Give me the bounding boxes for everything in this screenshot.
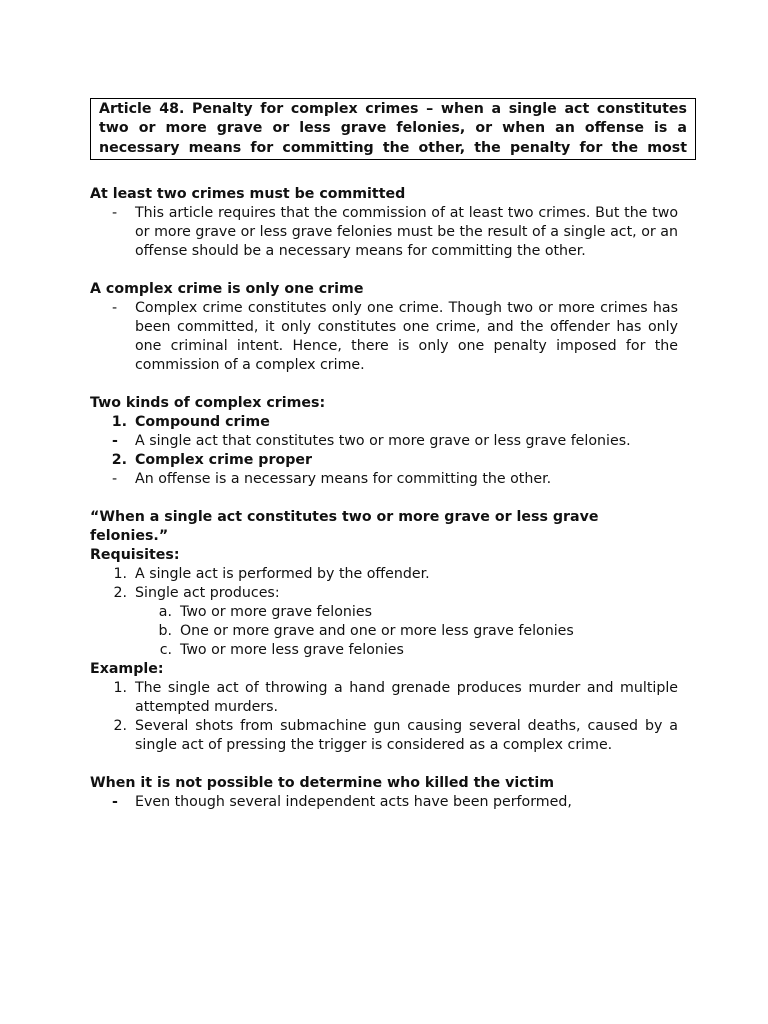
- sub-list-item: [90, 603, 678, 622]
- list-item: [90, 679, 678, 717]
- sub-list-letter: b.: [158, 623, 172, 639]
- dash-bullet: -: [112, 205, 118, 221]
- list-number: 1.: [113, 680, 127, 696]
- list-number: 1.: [111, 414, 127, 430]
- requisite-text: A single act is performed by the offender.: [135, 566, 430, 582]
- list-number: 1.: [113, 566, 127, 582]
- requisite-text: Single act produces:: [135, 585, 280, 601]
- list-item: [90, 432, 678, 451]
- sub-item-text: Two or more grave felonies: [180, 604, 372, 620]
- list-item: [90, 451, 678, 470]
- sub-item-text: Two or more less grave felonies: [180, 642, 404, 658]
- list-item: [90, 299, 678, 375]
- dash-bullet: -: [112, 794, 118, 810]
- paragraph-text: This article requires that the commission of at least two crimes. But the two or more grave or less grave felonies must be the result of a single act, or an offense should be a necessary means for committing the other.: [135, 205, 678, 259]
- heading-at-least-two-crimes: At least two crimes must be committed: [90, 186, 406, 202]
- list-item: [90, 565, 678, 584]
- list-item: [90, 413, 678, 432]
- kind-description: A single act that constitutes two or more grave or less grave felonies.: [135, 433, 631, 449]
- list-item: [90, 793, 678, 812]
- heading-single-act-quote: “When a single act constitutes two or more grave or less grave felonies.”: [90, 509, 599, 544]
- list-item: [90, 717, 678, 755]
- sub-item-text: One or more grave and one or more less grave felonies: [180, 623, 574, 639]
- sub-list-letter: c.: [159, 642, 172, 658]
- heading-complex-crime-one-crime: A complex crime is only one crime: [90, 281, 364, 297]
- document-content: [90, 185, 678, 812]
- list-number: 2.: [111, 452, 127, 468]
- dash-bullet: -: [112, 300, 118, 316]
- example-label: Example:: [90, 661, 164, 677]
- example-text: The single act of throwing a hand grenade produces murder and multiple attempted murders.: [135, 680, 678, 715]
- dash-bullet: -: [112, 433, 118, 449]
- heading-not-possible-determine: When it is not possible to determine who killed the victim: [90, 775, 555, 791]
- list-number: 2.: [113, 585, 127, 601]
- sub-list-item: [90, 641, 678, 660]
- sub-list-letter: a.: [158, 604, 172, 620]
- kind-title: Complex crime proper: [135, 452, 312, 468]
- list-number: 2.: [113, 718, 127, 734]
- paragraph-text: Even though several independent acts have been performed,: [135, 794, 572, 810]
- dash-bullet: -: [112, 471, 118, 487]
- paragraph-text: Complex crime constitutes only one crime. Though two or more crimes has been committed, it only constitutes one crime, and the offender has only one criminal intent. Hence, there is only one penalty imposed for the commission of a complex crime.: [135, 300, 678, 373]
- kind-description: An offense is a necessary means for committing the other.: [135, 471, 552, 487]
- list-item: [90, 204, 678, 261]
- example-text: Several shots from submachine gun causing several deaths, caused by a single act of pressing the trigger is considered as a complex crime.: [135, 718, 678, 753]
- requisites-label: Requisites:: [90, 547, 180, 563]
- list-item: [90, 584, 678, 603]
- kind-title: Compound crime: [135, 414, 270, 430]
- heading-two-kinds: Two kinds of complex crimes:: [90, 395, 326, 411]
- sub-list-item: [90, 622, 678, 641]
- list-item: [90, 470, 678, 489]
- article-48-box: Article 48. Penalty for complex crimes – when a single act constitutes two or more grave or less grave felonies, or when an offense is a necessary means for committing the other, the penalty for the most: [90, 98, 696, 160]
